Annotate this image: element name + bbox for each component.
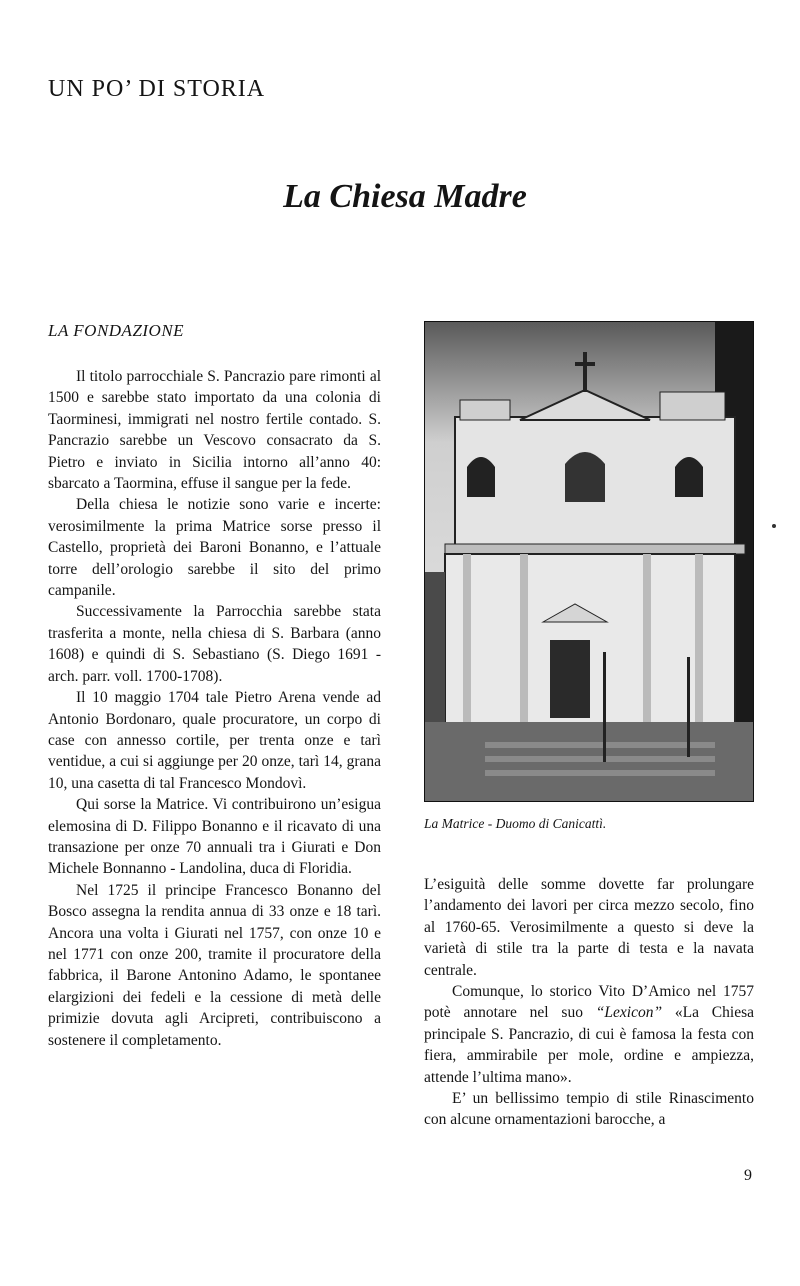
page-title: La Chiesa Madre	[283, 178, 527, 215]
paragraph: E’ un bellissimo tempio di stile Rinascimento con alcune ornamentazioni barocche, a	[424, 1090, 754, 1129]
church-photo	[424, 321, 754, 802]
photo-caption: La Matrice - Duomo di Canicattì.	[424, 816, 607, 831]
subsection-heading: LA FONDAZIONE	[48, 321, 185, 340]
paragraph-text: «La Chiesa principale S. Pancrazio, di cui è famosa la festa con fiera, ammirabile per mole, ordine e ampiezza, attende l’ultima mano».	[424, 1004, 754, 1086]
paragraph	[424, 981, 754, 1088]
paragraph: Successivamente la Parrocchia sarebbe stata trasferita a monte, nella chiesa di S. Barbara (anno 1608) e quindi di S. Sebastiano (S. Diego 1691 - arch. parr. voll. 1700-1708).	[48, 603, 381, 685]
paragraph: Qui sorse la Matrice. Vi contribuirono un’esigua elemosina di D. Filippo Bonanno e il ricavato di una transazione per onze 70 annuali tra i Giurati e Don Michele Bonnanno - Landolina, duca di Floridia.	[48, 796, 381, 878]
lexicon-title: “Lexicon”	[595, 1004, 663, 1022]
paragraph: Il titolo parrocchiale S. Pancrazio pare rimonti al 1500 e sarebbe stato importato da una colonia di Taorminesi, immigrati nel nostro fertile contado. S. Pancrazio sarebbe un Vescovo consacrato da S. Pietro e inviato in Sicilia intorno all’anno 40: sbarcato a Taormina, effuse il sangue per la fede.	[48, 368, 381, 493]
paragraph-text: Comunque, lo storico Vito D’Amico nel 1757 potè annotare nel suo	[424, 983, 754, 1022]
paragraph: Il 10 maggio 1704 tale Pietro Arena vende ad Antonio Bordonaro, quale procuratore, un corpo di case con annesso cortile, per trenta onze e tarì ventidue, a cui si aggiunge per 20 onze, tarì 14, grana 10, una casetta di tal Francesco Mondovì.	[48, 689, 381, 792]
right-column	[424, 874, 754, 1131]
paragraph: Della chiesa le notizie sono varie e incerte: verosimilmente la prima Matrice sorse presso il Castello, proprietà dei Baroni Bonanno, e l’attuale torre dell’orologio sarebbe il sito del primo campanile.	[48, 496, 381, 600]
page-number: 9	[744, 1167, 752, 1184]
scan-speck	[772, 524, 776, 528]
church-facade-illustration	[425, 322, 754, 802]
section-header: UN PO’ DI STORIA	[48, 76, 266, 102]
paragraph: Nel 1725 il principe Francesco Bonanno del Bosco assegna la rendita annua di 33 onze e 18 tarì. Ancora una volta i Giurati nel 1757, con onze 10 e nel 1771 con onze 200, tramite il procuratore della fabbrica, il Barone Antonino Adamo, le spontanee elargizioni dei fedeli e la cessione di metà delle primizie dovuta agli Arcipreti, contribuiscono a sostenere il completamento.	[48, 881, 381, 1049]
left-column	[48, 366, 381, 1051]
paragraph: L’esiguità delle somme dovette far prolungare l’andamento dei lavori per circa mezzo secolo, fino al 1760-65. Verosimilmente a questo si deve la varietà di stile tra la parte di testa e la navata centrale.	[424, 876, 754, 979]
